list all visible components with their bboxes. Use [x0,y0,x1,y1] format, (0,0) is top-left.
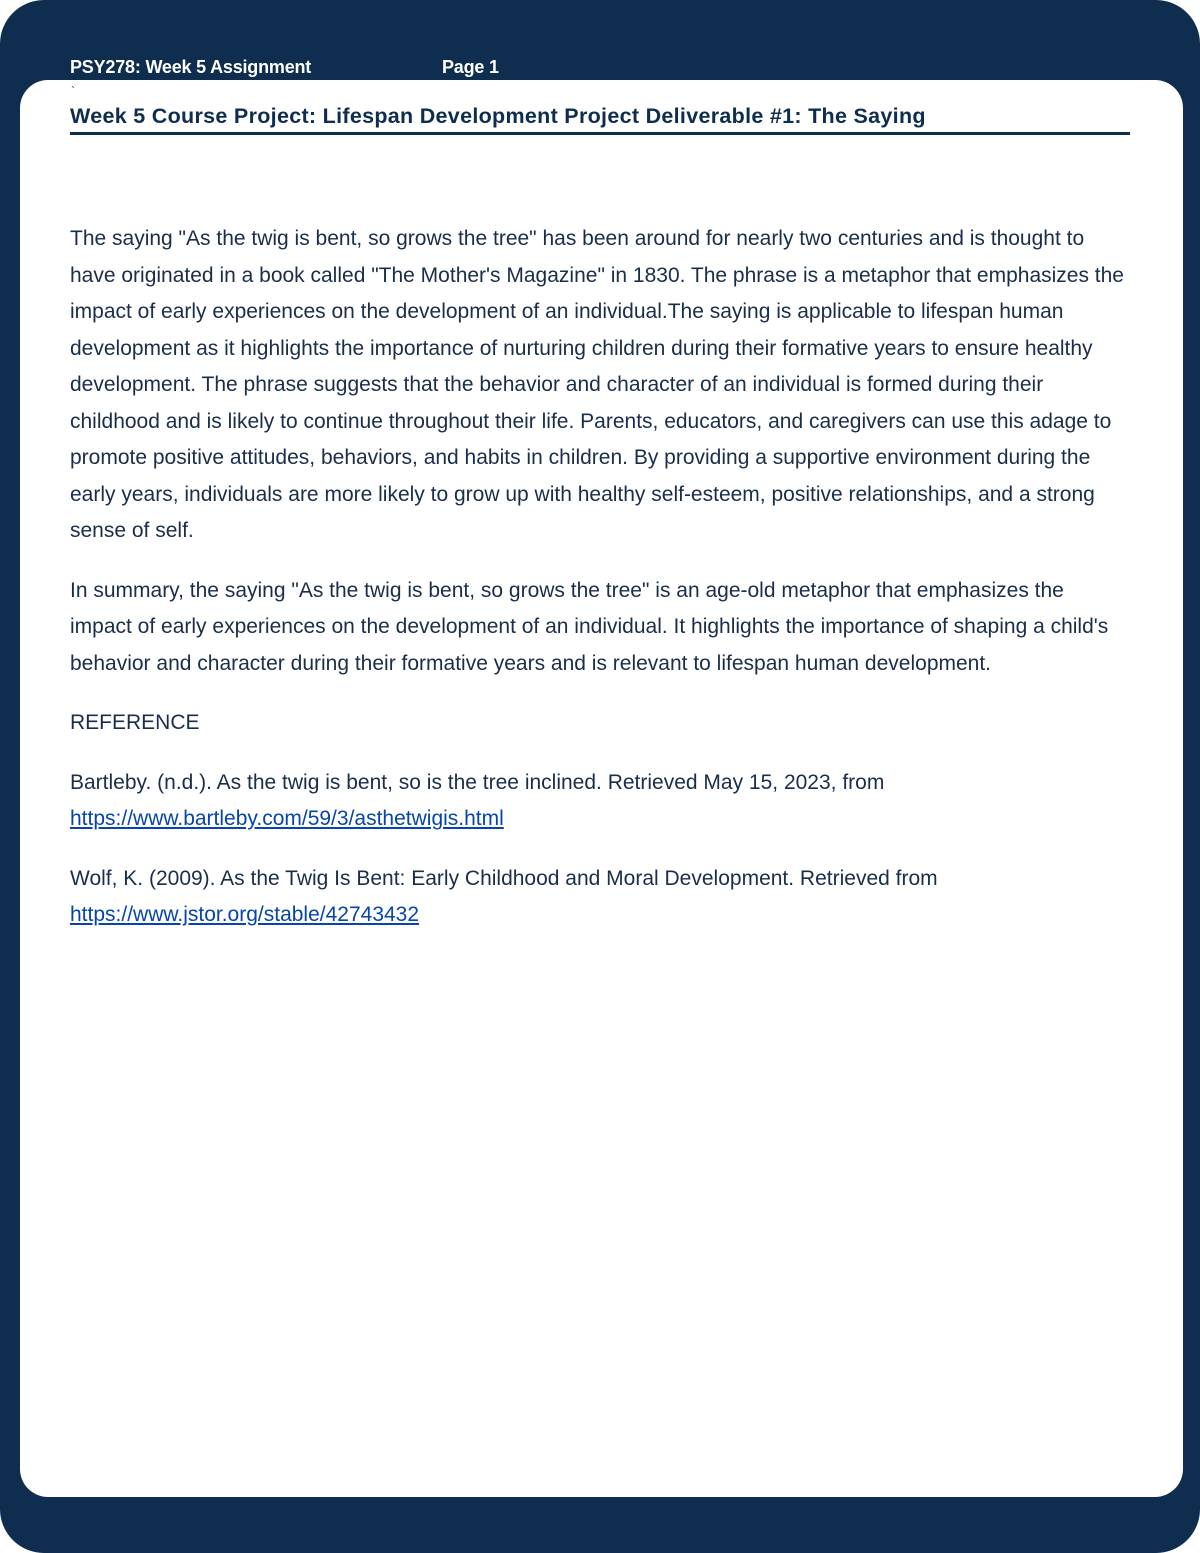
reference-2-text: Wolf, K. (2009). As the Twig Is Bent: Early Childhood and Moral Development. Retrieved from [70,866,938,890]
body-paragraph-2: In summary, the saying "As the twig is bent, so grows the tree" is an age-old metaphor that emphasizes the impact of early experiences on the development of an individual. It highlights the importance of shaping a child's behavior and character during their formative years and is relevant to lifespan human development. [70,578,1109,675]
reference-1-text: Bartleby. (n.d.). As the twig is bent, so is the tree inclined. Retrieved May 15, 2023, from [70,770,885,794]
document-page [20,80,1183,1497]
document-title: Week 5 Course Project: Lifespan Development Project Deliverable #1: The Saying [70,104,1130,135]
reference-entry-1 [70,765,1130,838]
body-paragraph-1: The saying "As the twig is bent, so grows the tree" has been around for nearly two centuries and is thought to have originated in a book called "The Mother's Magazine" in 1830. The phrase is a metaphor that emphasizes the impact of early experiences on the development of an individual.The saying is applicable to lifespan human development as it highlights the importance of nurturing children during their formative years to ensure healthy development. The phrase suggests that the behavior and character of an individual is formed during their childhood and is likely to continue throughout their life. Parents, educators, and caregivers can use this adage to promote positive attitudes, behaviors, and habits in children. By providing a supportive environment during the early years, individuals are more likely to grow up with healthy self-esteem, positive relationships, and a strong sense of self. [70,227,1124,542]
reference-entry-2 [70,861,1130,934]
reference-1-link[interactable]: https://www.bartleby.com/59/3/asthetwigis.html [70,807,504,830]
document-body [70,221,1130,957]
stray-tick-mark: ` [71,84,75,98]
reference-heading: REFERENCE [70,711,200,734]
header-page-number: Page 1 [442,57,499,77]
reference-2-link[interactable]: https://www.jstor.org/stable/42743432 [70,903,420,926]
header-course-title: PSY278: Week 5 Assignment [70,57,312,77]
